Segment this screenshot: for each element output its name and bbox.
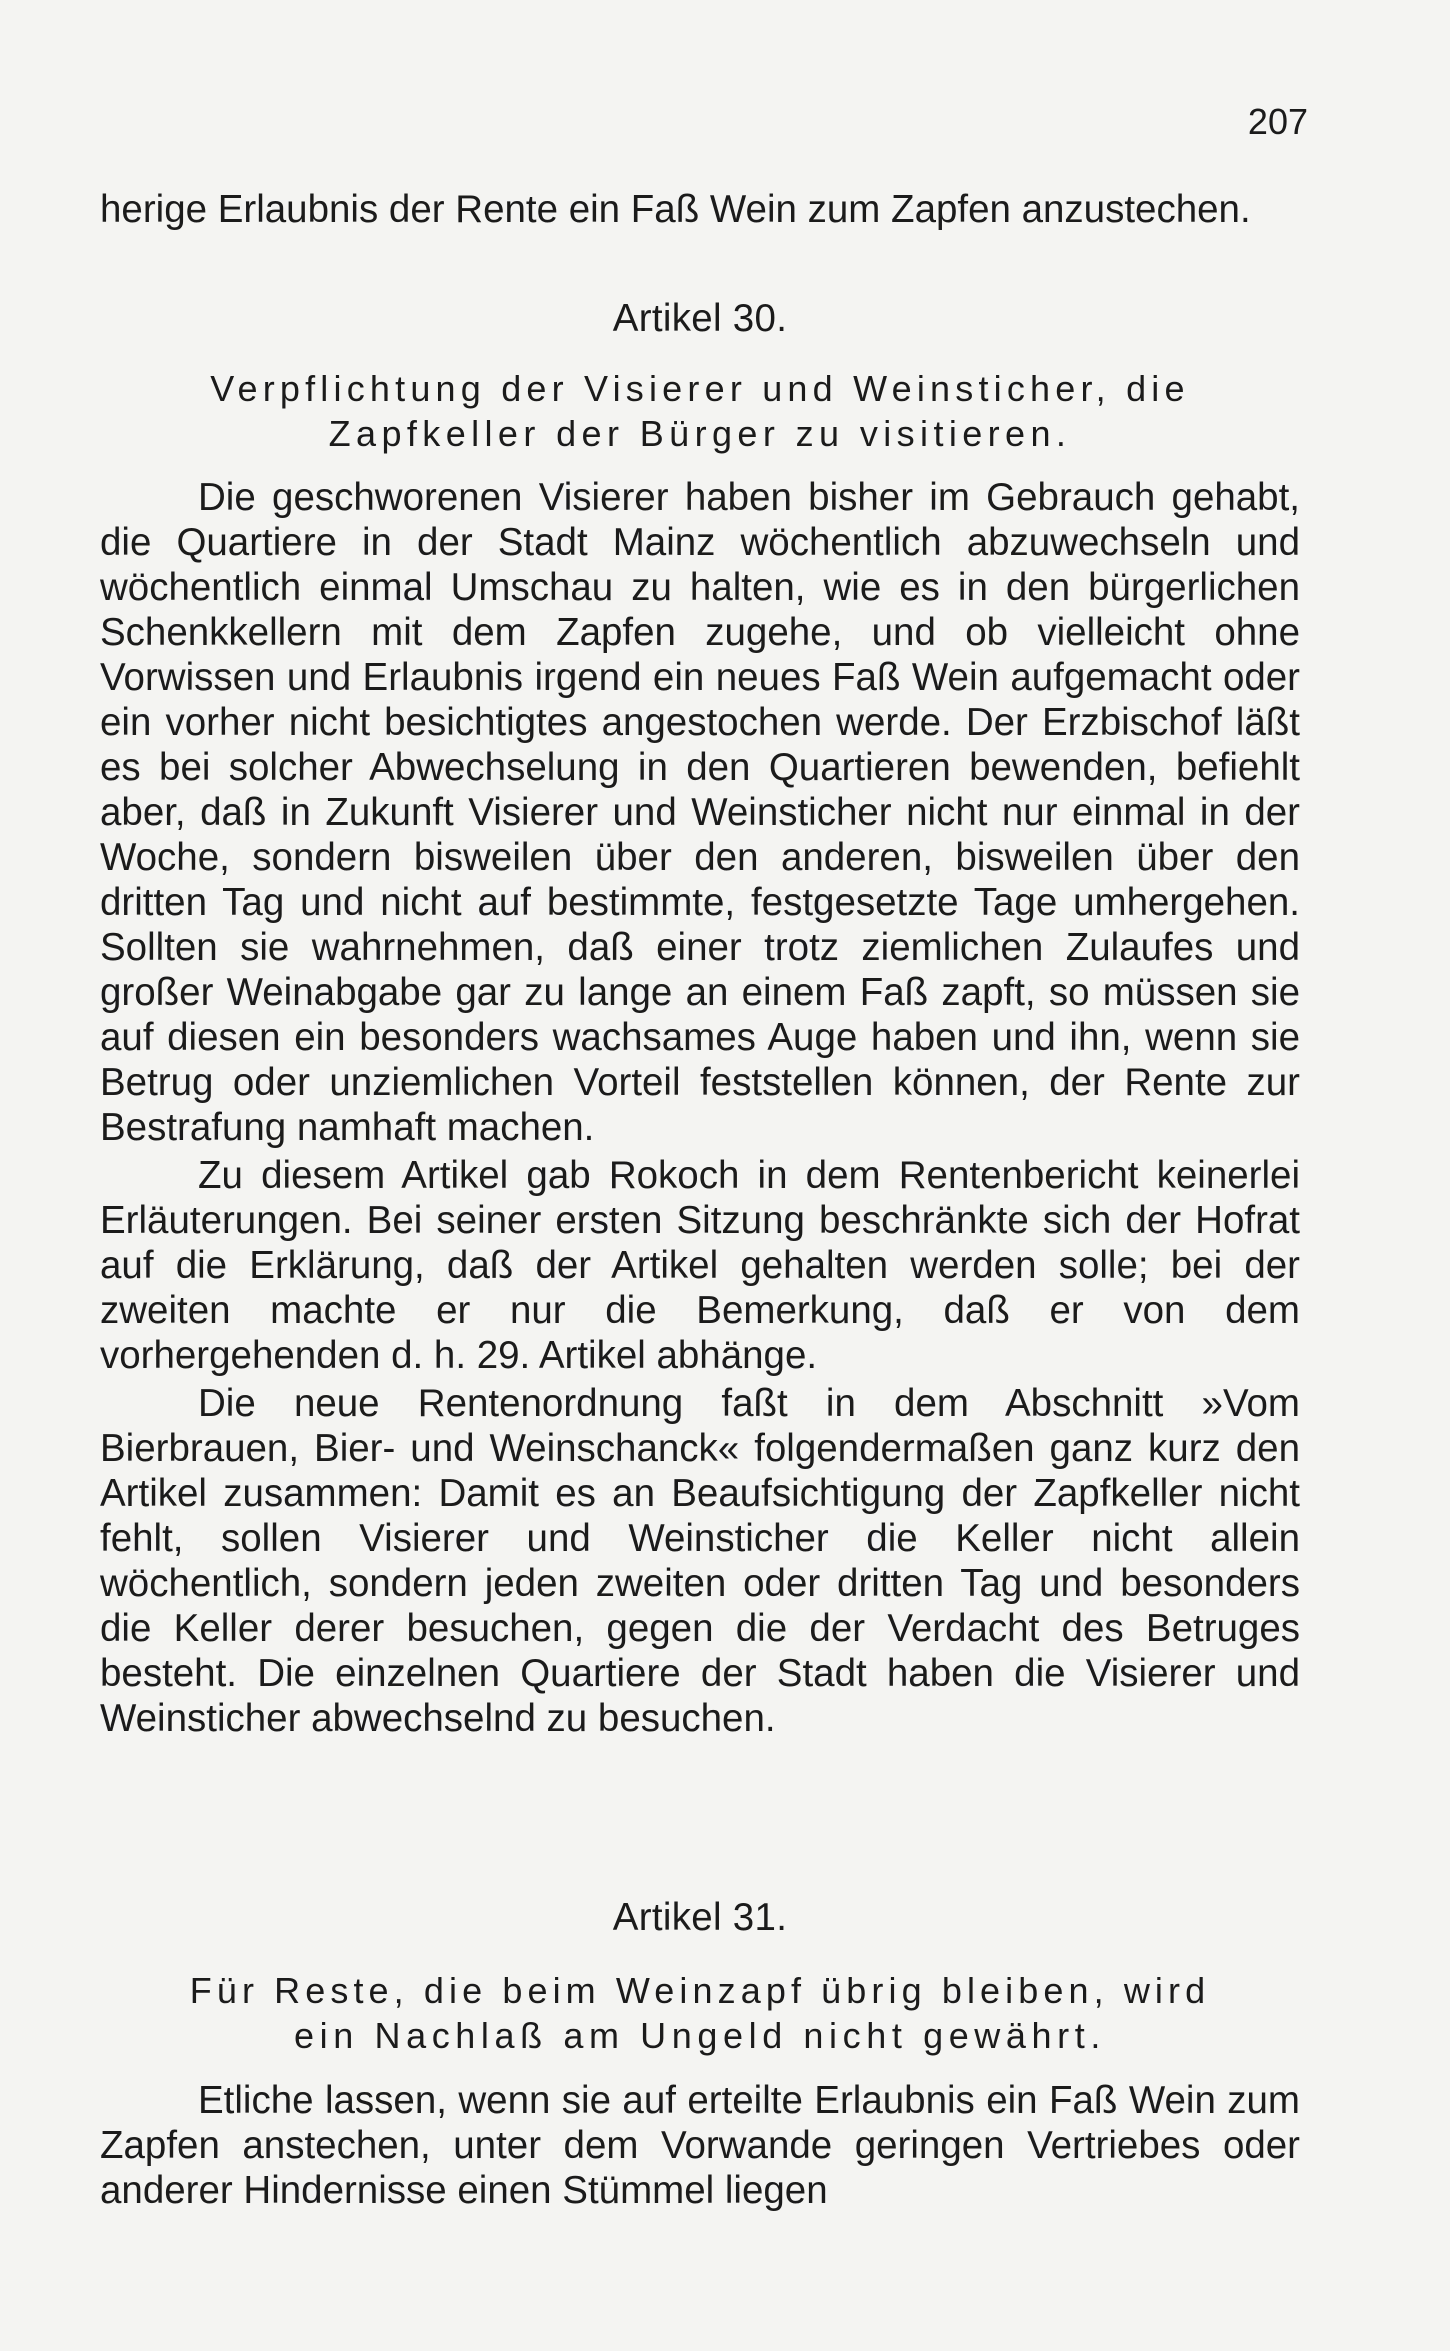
article-30-paragraph: Die geschworenen Visierer haben bisher im Gebrauch gehabt, die Quartiere in der Stadt Mainz wöchentlich abzuwechseln und wöchentlich einmal Umschau zu halten, wie es in den bürgerlichen Schenkkellern mit dem Zapfen zugehe, und ob vielleicht ohne Vorwissen und Erlaubnis irgend ein neues Faß Wein aufgemacht oder ein vorher nicht besichtigtes angestochen werde. Der Erzbischof läßt es bei solcher Abwechselung in den Quartieren bewenden, befiehlt aber, daß in Zukunft Visierer und Weinsticher nicht nur einmal in der Woche, sondern bisweilen über den anderen, bisweilen über den dritten Tag und nicht auf bestimmte, festgesetzte Tage umhergehen. Sollten sie wahrnehmen, daß einer trotz ziemlichen Zulaufes und großer Weinabgabe gar zu lange an einem Faß zapft, so müssen sie auf diesen ein besonders wachsames Auge haben und ihn, wenn sie Betrug oder unziemlichen Vorteil feststellen können, der Rente zur Bestrafung namhaft machen. xyxy=(100,476,1300,1149)
article-30-paragraph: Die neue Rentenordnung faßt in dem Abschnitt »Vom Bierbrauen, Bier- und Weinschanck« folgendermaßen ganz kurz den Artikel zusammen: Damit es an Beaufsichtigung der Zapfkeller nicht fehlt, sollen Visierer und Weinsticher die Keller nicht allein wöchentlich, sondern jeden zweiten oder dritten Tag und besonders die Keller derer besuchen, gegen die der Verdacht des Betruges besteht. Die einzelnen Quartiere der Stadt haben die Visierer und Weinsticher abwechselnd zu besuchen. xyxy=(100,1382,1300,1740)
article-31-heading: Artikel 31. xyxy=(612,1896,788,1939)
article-30-body xyxy=(100,475,1300,1741)
article-30-title-line-2: Zapfkeller der Bürger zu visitieren. xyxy=(328,413,1072,454)
article-31-title-line-2: ein Nachlaß am Ungeld nicht gewährt. xyxy=(294,2015,1106,2056)
article-30-title-line-1: Verpflichtung der Visierer und Weinsticher, die xyxy=(210,368,1190,409)
article-31-paragraph: Etliche lassen, wenn sie auf erteilte Erlaubnis ein Faß Wein zum Zapfen anstechen, unter dem Vorwande geringen Vertriebes oder anderer Hindernisse einen Stümmel liegen xyxy=(100,2079,1300,2212)
opening-text xyxy=(100,187,1300,232)
article-31-body xyxy=(100,2078,1300,2213)
article-31-title-line-1: Für Reste, die beim Weinzapf übrig bleiben, wird xyxy=(189,1970,1211,2011)
article-30-paragraph: Zu diesem Artikel gab Rokoch in dem Rentenbericht keinerlei Erläuterungen. Bei seiner ersten Sitzung beschränkte sich der Hofrat auf die Erklärung, daß der Artikel gehalten werden solle; bei der zweiten machte er nur die Bemerkung, daß er von dem vorhergehenden d. h. 29. Artikel abhänge. xyxy=(100,1154,1300,1377)
article-30-heading: Artikel 30. xyxy=(612,297,788,340)
opening-paragraph: herige Erlaubnis der Rente ein Faß Wein zum Zapfen anzustechen. xyxy=(100,188,1251,231)
page-number: 207 xyxy=(1247,101,1308,142)
